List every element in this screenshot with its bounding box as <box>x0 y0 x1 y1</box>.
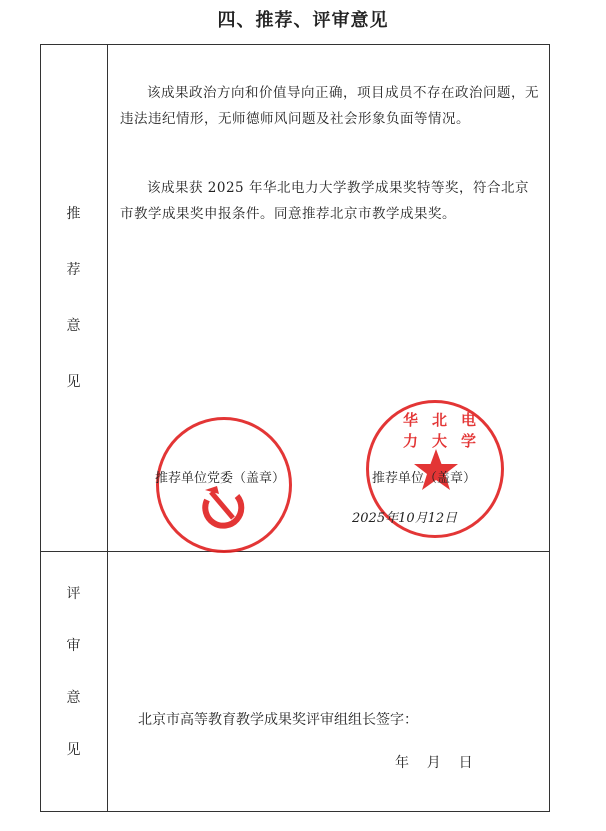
unit-sign-label: 推荐单位（盖章） <box>372 471 477 486</box>
recommend-paragraph-1: 该成果政治方向和价值导向正确，项目成员不存在政治问题，无违法违纪情形，无师德师风问题及社会形象负面等情况。 <box>120 85 539 127</box>
label-char: 推 <box>66 206 81 222</box>
label-char: 意 <box>66 318 81 334</box>
label-char: 审 <box>66 638 81 654</box>
hammer-sickle-icon <box>197 482 247 532</box>
label-char: 见 <box>66 742 81 758</box>
label-char: 意 <box>66 690 81 706</box>
recommend-paragraph-2: 该成果获 2025 年华北电力大学教学成果奖特等奖，符合北京市教学成果奖申报条件。同意推荐北京市教学成果奖。 <box>120 180 529 222</box>
review-sign-label: 北京市高等教育教学成果奖评审组组长签字： <box>138 712 418 728</box>
column-divider <box>107 44 108 812</box>
stamp-text: 华北电力大学 <box>403 411 491 450</box>
recommend-label <box>40 186 107 410</box>
label-char: 评 <box>66 586 81 602</box>
label-char: 见 <box>66 374 81 390</box>
row-divider <box>40 551 550 552</box>
review-date-label: 年 月 日 <box>395 755 473 771</box>
label-char: 荐 <box>66 262 81 278</box>
section-title: 四、推荐、评审意见 <box>217 10 389 31</box>
sign-date: 2025年10月12日 <box>352 511 458 526</box>
party-sign-label: 推荐单位党委（盖章） <box>155 471 286 486</box>
review-label <box>40 568 107 776</box>
